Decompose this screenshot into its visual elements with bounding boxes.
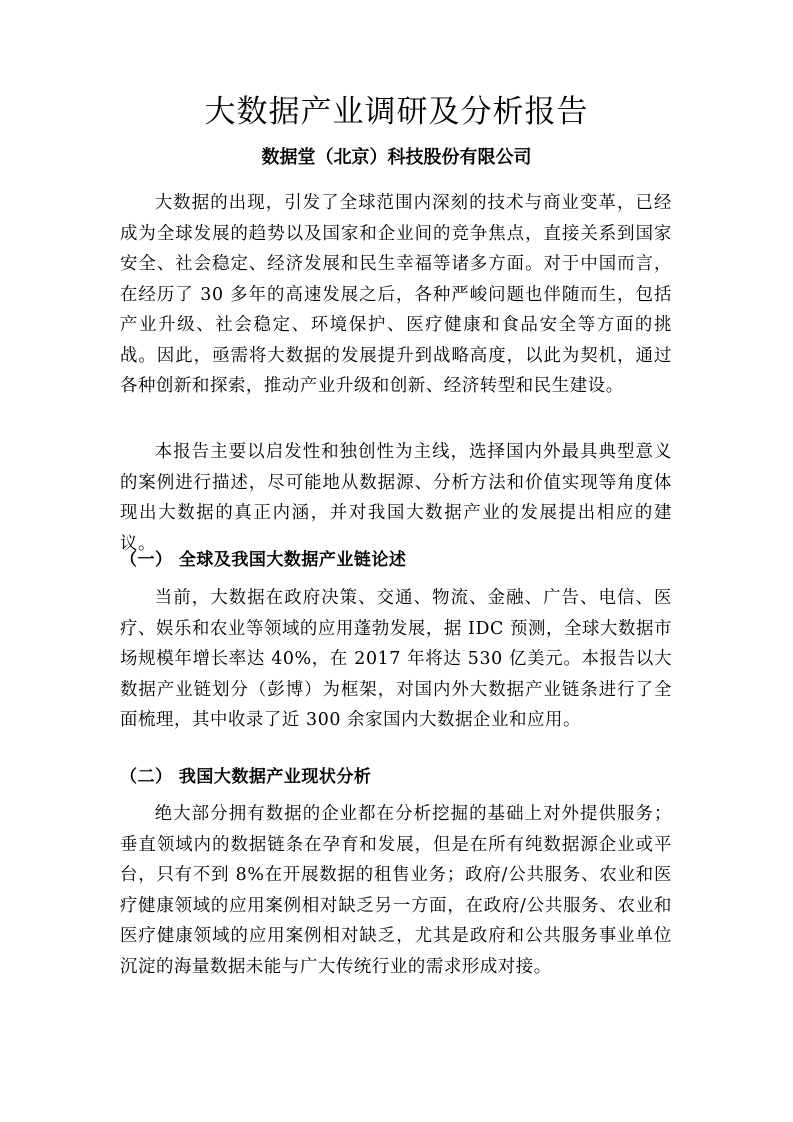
section-1-paragraph: 当前，大数据在政府决策、交通、物流、金融、广告、电信、医疗、娱乐和农业等领域的应用蓬勃发展，据 IDC 预测，全球大数据市场规模年增长率达 40%，在 2017 年将达 530 亿美元。本报告以大数据产业链划分（彭博）为框架，对国内外大数据产业链条进行了全面梳理，其中收录了近 300 余家国内大数据企业和应用。 — [120, 588, 672, 730]
section-2-paragraph: 绝大部分拥有数据的企业都在分析挖掘的基础上对外提供服务；垂直领域内的数据链条在孕育和发展，但是在所有纯数据源企业或平台，只有不到 8%在开展数据的租售业务；政府/公共服务、农业和医疗健康领域的应用案例相对缺乏另一方面，在政府/公共服务、农业和医疗健康领域的应用案例相对缺乏，尤其是政府和公共服务事业单位沉淀的海量数据未能与广大传统行业的需求形成对接。 — [120, 804, 672, 977]
intro-paragraph-1: 大数据的出现，引发了全球范围内深刻的技术与商业变革，已经成为全球发展的趋势以及国家和企业间的竞争焦点，直接关系到国家安全、社会稳定、经济发展和民生幸福等诸多方面。对于中国而言，在经历了 30 多年的高速发展之后，各种严峻问题也伴随而生，包括产业升级、社会稳定、环境保护、医疗健康和食品安全等方面的挑战。因此，亟需将大数据的发展提升到战略高度，以此为契机，通过各种创新和探索，推动产业升级和创新、经济转型和民生建设。 — [120, 193, 672, 396]
document-title: 大数据产业调研及分析报告 — [204, 94, 589, 130]
section-heading-2: （二） 我国大数据产业现状分析 — [120, 767, 372, 787]
document-subtitle: 数据堂（北京）科技股份有限公司 — [261, 147, 532, 168]
intro-paragraph-2: 本报告主要以启发性和独创性为主线，选择国内外最具典型意义的案例进行描述，尽可能地从数据源、分析方法和价值实现等角度体现出大数据的真正内涵，并对我国大数据产业的发展提出相应的建议。 — [120, 442, 672, 554]
section-heading-1: （一） 全球及我国大数据产业链论述 — [120, 550, 407, 570]
